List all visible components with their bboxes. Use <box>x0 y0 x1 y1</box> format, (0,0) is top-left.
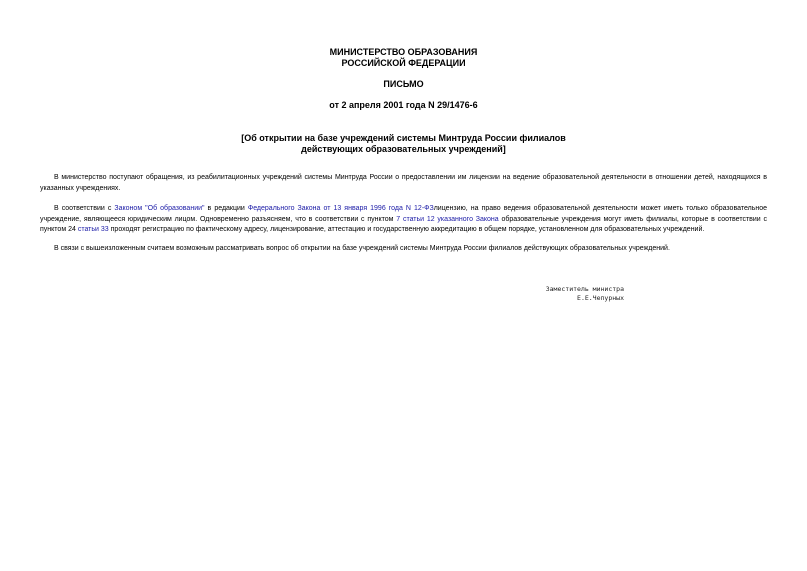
federal-law-link[interactable]: Федерального Закона от 13 января 1996 года N 12-ФЗ <box>247 205 434 212</box>
paragraph-3: В связи с вышеизложенным считаем возможным рассматривать вопрос об открытии на базе учреждений системы Минтруда России филиалов действующих образовательных учреждений. <box>54 245 670 252</box>
paragraph-1: В министерство поступают обращения, из реабилитационных учреждений системы Минтруда России о предоставлении им лицензии на ведение образовательной деятельности в отношении детей, находящихся в указанных учреждениях. <box>40 174 767 192</box>
article-12-link[interactable]: 7 статьи 12 указанного Закона <box>396 215 499 223</box>
signature-block <box>520 285 624 303</box>
document-title-line-2: действующих образовательных учреждений] <box>301 144 506 154</box>
document-type: ПИСЬМО <box>383 79 424 89</box>
paragraph-2-text-1: В соответствии с <box>54 205 115 212</box>
signature-position: Заместитель министра <box>545 285 624 293</box>
paragraph-2-text-5: проходят регистрацию по фактическому адресу, лицензирование, аттестацию и государственную аккредитацию в общем порядке, установленном для образовательных учреждений. <box>108 226 705 233</box>
document-title-line-1: [Об открытии на базе учреждений системы Минтруда России филиалов <box>241 133 566 143</box>
document-title <box>0 133 807 155</box>
paragraph-2-text-2: в редакции <box>204 205 248 212</box>
signature-name: Е.Е.Чепурных <box>577 294 624 302</box>
ministry-line-2: РОССИЙСКОЙ ФЕДЕРАЦИИ <box>341 58 466 68</box>
law-on-education-link[interactable]: Законом "Об образовании" <box>114 205 205 212</box>
paragraph-2-text-3: лицензию, на право ведения образовательной деятельности может иметь только образовательное учреждение, являющееся юридическим лицом. Одновременно разъясняем, что в соответствии с пунктом <box>40 205 767 223</box>
ministry-line-1: МИНИСТЕРСТВО ОБРАЗОВАНИЯ <box>329 47 478 57</box>
paragraph-2 <box>40 204 767 236</box>
ministry-header <box>0 47 807 69</box>
paragraph-2-text-4: образовательные учреждения могут иметь филиалы, которые в соответствии с пунктом 24 <box>40 215 767 233</box>
document-date: от 2 апреля 2001 года N 29/1476-6 <box>329 100 478 110</box>
article-33-link[interactable]: статьи 33 <box>77 226 109 233</box>
